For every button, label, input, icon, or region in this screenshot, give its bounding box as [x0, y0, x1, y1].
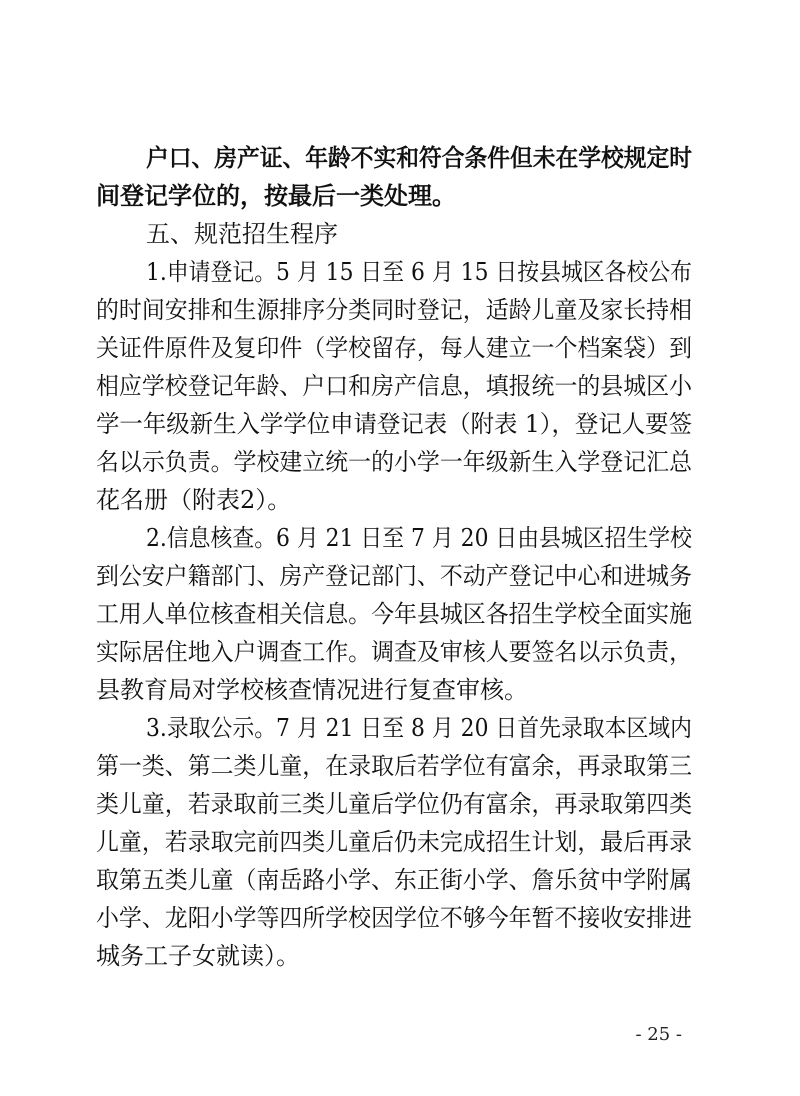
text-line [0, 290, 800, 330]
line-text: 2.信息核查。6 月 21 日至 7 月 20 日由县城区招生学校 [146, 524, 692, 552]
line-text: 工用人单位核查相关信息。今年县城区各招生学校全面实施 [96, 600, 692, 628]
text-line [0, 404, 800, 444]
page-number: - 25 - [635, 1024, 682, 1045]
text-line [0, 366, 800, 406]
text-line [0, 708, 800, 748]
text-line [0, 138, 800, 178]
text-line [0, 936, 800, 976]
line-text: 1.申请登记。5 月 15 日至 6 月 15 日按县城区各校公布 [146, 258, 692, 286]
text-line [0, 252, 800, 292]
text-line [0, 328, 800, 368]
section-heading [0, 214, 800, 254]
line-text: 儿童，若录取完前四类儿童后仍未完成招生计划，最后再录 [96, 828, 692, 856]
section-heading-text: 五、规范招生程序 [146, 220, 338, 248]
text-line [0, 784, 800, 824]
line-text: 小学、龙阳小学等四所学校因学位不够今年暂不接收安排进 [96, 904, 692, 932]
line-text: 的时间安排和生源排序分类同时登记，适龄儿童及家长持相 [96, 296, 692, 324]
text-line [0, 670, 800, 710]
line-text: 实际居住地入户调查工作。调查及审核人要签名以示负责， [96, 638, 692, 666]
line-text: 间登记学位的，按最后一类处理。 [96, 181, 456, 210]
line-text: 类儿童，若录取前三类儿童后学位仍有富余，再录取第四类 [96, 790, 692, 818]
line-text: 名以示负责。学校建立统一的小学一年级新生入学登记汇总 [96, 448, 692, 476]
line-text: 学一年级新生入学学位申请登记表（附表 1），登记人要签 [96, 410, 692, 438]
text-line [0, 518, 800, 558]
text-line [0, 480, 800, 520]
text-line [0, 898, 800, 938]
line-text: 户口、房产证、年龄不实和符合条件但未在学校规定时 [146, 143, 692, 172]
line-text: 3.录取公示。7 月 21 日至 8 月 20 日首先录取本区域内 [146, 714, 692, 742]
line-text: 关证件原件及复印件（学校留存，每人建立一个档案袋）到 [96, 334, 692, 362]
line-text: 第一类、第二类儿童，在录取后若学位有富余，再录取第三 [96, 752, 692, 780]
line-text: 城务工子女就读）。 [96, 942, 300, 970]
line-text: 县教育局对学校核查情况进行复查审核。 [96, 676, 528, 704]
text-line [0, 822, 800, 862]
line-text: 相应学校登记年龄、户口和房产信息，填报统一的县城区小 [96, 372, 692, 400]
text-line [0, 594, 800, 634]
text-line [0, 746, 800, 786]
line-text: 花名册（附表2）。 [96, 486, 292, 514]
text-line [0, 176, 800, 216]
text-line [0, 860, 800, 900]
text-line [0, 632, 800, 672]
line-text: 到公安户籍部门、房产登记部门、不动产登记中心和进城务 [96, 562, 692, 590]
line-text: 取第五类儿童（南岳路小学、东正街小学、詹乐贫中学附属 [96, 866, 692, 894]
text-line [0, 556, 800, 596]
text-line [0, 442, 800, 482]
